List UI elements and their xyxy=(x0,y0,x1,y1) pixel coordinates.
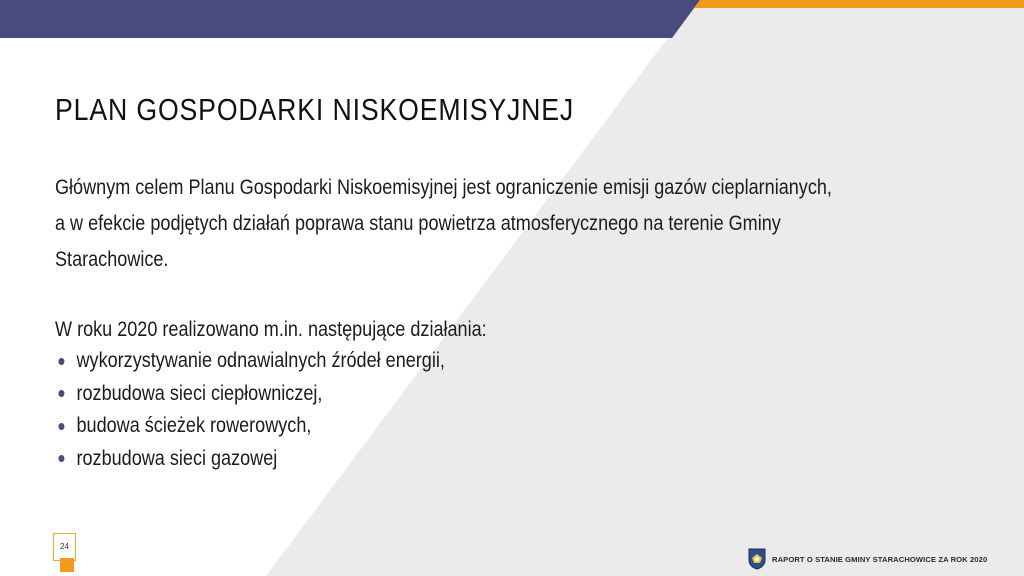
bullet-icon xyxy=(58,455,64,462)
bullet-icon xyxy=(58,423,64,430)
list-item-text: wykorzystywanie odnawialnych źródeł energii, xyxy=(76,349,445,372)
bullet-icon xyxy=(58,390,64,397)
coat-of-arms-icon xyxy=(748,548,766,570)
page-number: 24 xyxy=(53,533,76,561)
report-title: RAPORT O STANIE GMINY STARACHOWICE ZA ROK 2020 xyxy=(772,554,988,564)
bullet-icon xyxy=(58,358,64,365)
list-intro: W roku 2020 realizowano m.in. następujące działania: xyxy=(55,318,487,341)
slide-title: PLAN GOSPODARKI NISKOEMISYJNEJ xyxy=(55,92,575,127)
header-bar xyxy=(0,0,1024,40)
list-item xyxy=(55,443,445,476)
list-item xyxy=(55,345,445,378)
list-item-text: budowa ścieżek rowerowych, xyxy=(76,414,312,437)
list-item xyxy=(55,378,445,411)
list-item-text: rozbudowa sieci gazowej xyxy=(76,446,278,470)
intro-line: Starachowice. xyxy=(55,248,169,271)
activities-list xyxy=(55,345,445,475)
intro-line: a w efekcie podjętych działań poprawa stanu powietrza atmosferycznego na terenie Gminy xyxy=(55,212,781,235)
footer xyxy=(748,547,987,571)
page-number-accent xyxy=(60,558,74,572)
intro-paragraph xyxy=(55,170,915,278)
intro-line: Głównym celem Planu Gospodarki Niskoemisyjnej jest ograniczenie emisji gazów cieplarnianych, xyxy=(55,176,832,199)
list-item xyxy=(55,410,445,443)
list-item-text: rozbudowa sieci ciepłowniczej, xyxy=(76,381,323,405)
